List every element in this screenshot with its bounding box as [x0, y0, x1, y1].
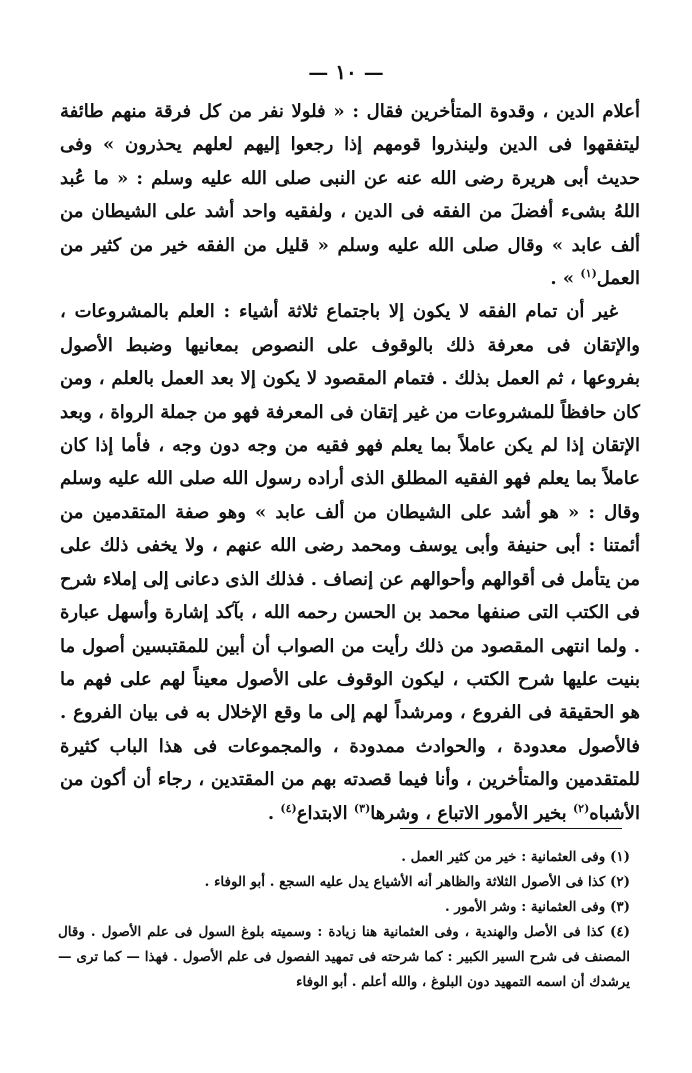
footnote-ref: (١) — [580, 267, 597, 281]
paragraph-text: غير أن تمام الفقه لا يكون إلا باجتماع ثلاثة أشياء : العلم بالمشروعات ، والإتقان فى معرفة ذلك بالوقوف على النصوص بمعانيها وضبط الأصول بفروعها ، ثم العمل بذلك . فتمام المقصود لا يكون إلا بعد العمل بالعلم ، ومن كان حافظاً للمشروعات من غير إتقان فى المعرفة فهو من جملة الرواة ، وبعد الإتقان إذا لم يكن عاملاً بما يعلم فهو فقيه من وجه دون وجه ، فأما إذا كان عاملاً بما يعلم فهو الفقيه المطلق الذى أراده رسول الله صلى الله عليه وسلم وقال : « هو أشد على الشيطان من ألف عابد » وهو صفة المتقدمين من أئمتنا : أبى حنيفة وأبى يوسف ومحمد رضى الله عنهم ، ولا يخفى ذلك على من يتأمل فى أقوالهم وأحوالهم عن إنصاف . فذلك الذى دعانى إلى إملاء شرح فى الكتب التى صنفها محمد بن الحسن رحمه الله ، بآكد إشارة وأسهل عبارة . ولما انتهى المقصود من ذلك رأيت من الصواب أن أبين للمقتبسين أصول ما بنيت عليها شرح الكتب ، ليكون الوقوف على الأصول معيناً لهم على فهم ما هو الحقيقة فى الفروع ، ومرشداً لهم إلى ما وقع الإخلال به فى بيان الفروع . فالأصول معدودة ، والحوادث ممدودة ، والمجموعات فى هذا الباب كثيرة للمتقدمين والمتأخرين ، وأنا فيما قصدته بهم من المقتدين ، رجاء أن أكون من الأشباه — [60, 301, 640, 824]
footnote-ref: (٤) — [280, 801, 297, 815]
main-text — [60, 95, 640, 830]
footnote-ref: (٣) — [353, 801, 371, 815]
footnote-ref: (٢) — [572, 801, 590, 815]
paragraph-text: . — [267, 802, 281, 824]
paragraph-text: بخير الأمور الاتباع ، وشرها — [370, 802, 573, 824]
footnote: (١) وفى العثمانية : خير من كثير العمل . — [401, 849, 630, 865]
paragraph-text: أعلام الدين ، وقدوة المتأخرين فقال : « فلولا نفر من كل فرقة منهم طائفة ليتفقهوا فى الدين ولينذروا قومهم إذا رجعوا إليهم لعلهم يحذرون » وفى حديث أبى هريرة رضى الله عنه عن النبى صلى الله عليه وسلم : « ما عُبد اللهُ بشىء أفضلَ من الفقه فى الدين ، ولفقيه واحد أشد على الشيطان من ألف عابد » وقال صلى الله عليه وسلم « قليل من الفقه خير من كثير من العمل — [60, 101, 640, 290]
paragraph — [60, 95, 640, 295]
footnote-separator — [400, 828, 622, 829]
paragraph-text: » . — [550, 268, 581, 290]
paragraph — [60, 295, 640, 830]
footnote: (٤) كذا فى الأصل والهندية ، وفى العثمانية هنا زيادة : وسميته بلوغ السول فى علم الأصول . وقال المصنف فى شرح السير الكبير : كما شرحته فى تمهيد الفصول فى علم الأصول . فهذا — كما ترى — يرشدك أن اسمه التمهيد دون البلوغ ، والله أعلم . أبو الوفاء — [58, 924, 630, 990]
page-number: — ١٠ — — [308, 60, 384, 84]
paragraph-text: الابتداع — [296, 802, 354, 824]
footnotes — [58, 845, 630, 995]
footnote: (٢) كذا فى الأصول الثلاثة والظاهر أنه الأشياع يدل عليه السجع . أبو الوفاء . — [204, 874, 630, 890]
footnote: (٣) وفى العثمانية : وشر الأمور . — [444, 899, 630, 915]
